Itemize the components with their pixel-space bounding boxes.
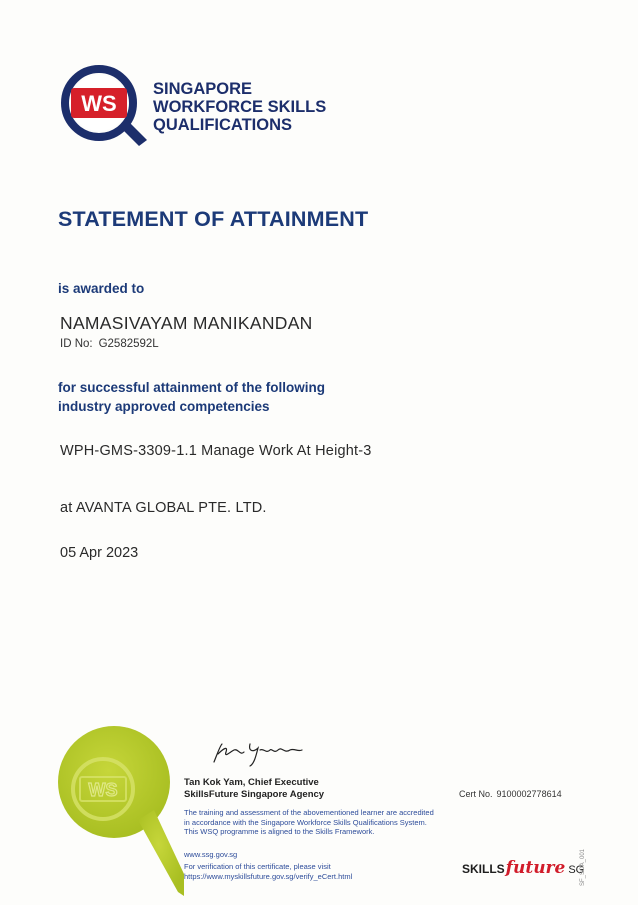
signatory bbox=[184, 777, 324, 801]
signature bbox=[210, 738, 305, 768]
id-value: G2582592L bbox=[98, 338, 159, 350]
skillsfuture-logo bbox=[462, 858, 584, 878]
svg-text:WS: WS bbox=[88, 780, 118, 800]
id-label: ID No: bbox=[60, 338, 93, 350]
brand-future: future bbox=[505, 858, 566, 878]
svg-text:WS: WS bbox=[81, 91, 117, 116]
cert-value: 9100002778614 bbox=[496, 789, 562, 799]
wsq-seal bbox=[56, 724, 184, 896]
cert-label: Cert No. bbox=[459, 789, 493, 799]
form-code: SF_SOA_001 bbox=[580, 848, 586, 886]
awarded-label: is awarded to bbox=[58, 281, 145, 296]
award-date: 05 Apr 2023 bbox=[60, 545, 139, 561]
verify-line-1: For verification of this certificate, please visit bbox=[184, 862, 331, 871]
certificate-number bbox=[459, 789, 562, 799]
verification-text bbox=[184, 862, 352, 881]
organization-name bbox=[153, 80, 383, 134]
competency: WPH-GMS-3309-1.1 Manage Work At Height-3 bbox=[60, 443, 372, 459]
verify-link[interactable]: https://www.myskillsfuture.gov.sg/verify_eCert.html bbox=[184, 871, 353, 881]
accreditation-line-2: in accordance with the Singapore Workforce Skills Qualifications System. bbox=[184, 817, 427, 827]
website-link[interactable]: www.ssg.gov.sg bbox=[184, 850, 238, 859]
id-line bbox=[60, 338, 159, 350]
accreditation-line-3: This WSQ programme is aligned to the Skills Framework. bbox=[184, 827, 375, 836]
brand-sg: SG bbox=[568, 864, 585, 876]
org-line-1: SINGAPORE bbox=[153, 80, 253, 98]
recipient-name: NAMASIVAYAM MANIKANDAN bbox=[60, 313, 313, 333]
accreditation-text bbox=[184, 808, 434, 837]
wsq-logo bbox=[57, 60, 153, 150]
signer-agency: SkillsFuture Singapore Agency bbox=[184, 789, 325, 800]
training-provider: at AVANTA GLOBAL PTE. LTD. bbox=[60, 500, 267, 516]
attainment-text bbox=[58, 378, 398, 416]
signer-name: Tan Kok Yam, Chief Executive bbox=[184, 777, 319, 788]
certificate-heading: STATEMENT OF ATTAINMENT bbox=[58, 207, 369, 231]
attainment-line-1: for successful attainment of the following bbox=[58, 380, 326, 395]
org-line-3: QUALIFICATIONS bbox=[153, 116, 293, 134]
org-line-2: WORKFORCE SKILLS bbox=[153, 98, 327, 116]
accreditation-line-1: The training and assessment of the abovementioned learner are accredited bbox=[184, 808, 434, 817]
brand-skills: SKILLS bbox=[462, 862, 505, 876]
attainment-line-2: industry approved competencies bbox=[58, 399, 270, 414]
